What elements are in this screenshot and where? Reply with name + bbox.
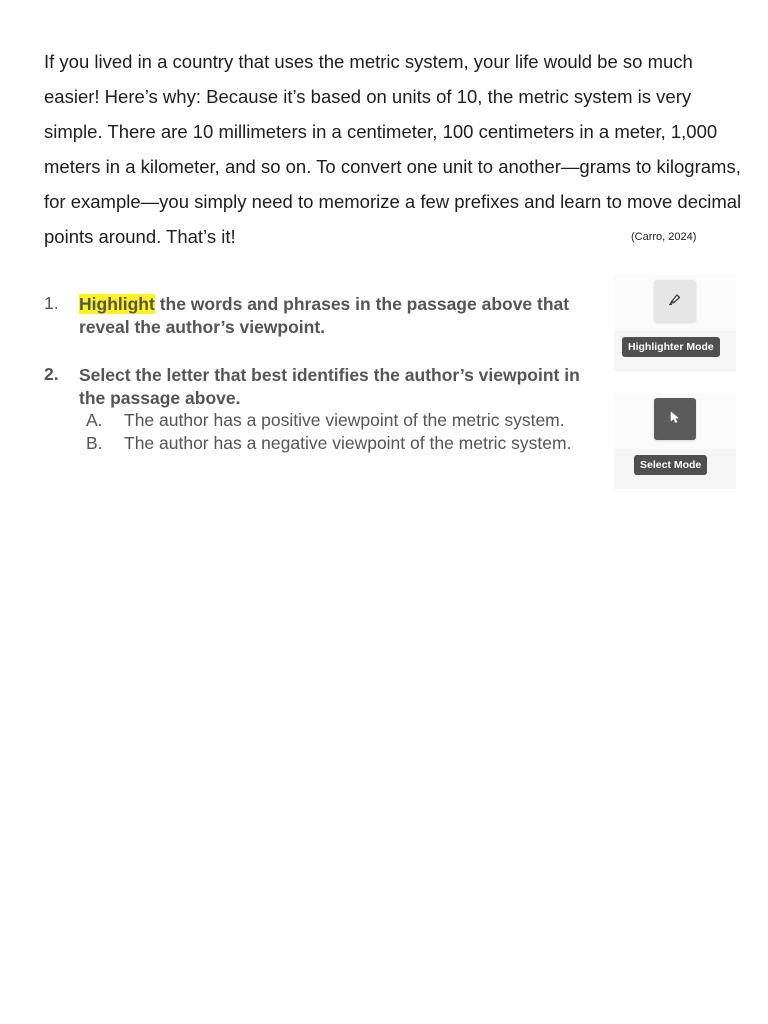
highlighter-mode-button[interactable] <box>654 280 696 322</box>
reading-passage: If you lived in a country that uses the metric system, your life would be so much easier! Here’s why: Because it’s based on units of 10, the metric system is very simple. There are 10 millimeters in a centimeter, 100 centimeters in a meter, 1,000 meters in a kilometer, and so on. To convert one unit to another—grams to kilograms, for example—you simply need to memorize a few prefixes and learn to move decimal points around. That’s it! <box>44 51 742 247</box>
highlighter-icon <box>667 291 683 312</box>
option-letter: B. <box>86 433 103 453</box>
question-text <box>79 293 599 339</box>
question-number: 2. <box>44 364 59 384</box>
highlighter-tool-panel <box>614 275 736 371</box>
select-mode-label: Select Mode <box>634 455 707 475</box>
question-number: 1. <box>44 293 59 313</box>
option-text: The author has a negative viewpoint of the metric system. <box>124 433 572 453</box>
highlight-keyword: Highlight <box>79 294 155 314</box>
highlighter-mode-label: Highlighter Mode <box>622 337 720 357</box>
question-text-rest: the words and phrases in the passage above that reveal the author’s viewpoint. <box>79 294 570 337</box>
select-mode-button[interactable] <box>654 398 696 440</box>
citation: (Carro, 2024) <box>631 231 697 243</box>
option-letter: A. <box>86 410 103 430</box>
option-text: The author has a positive viewpoint of the metric system. <box>124 410 565 430</box>
select-tool-panel <box>614 393 736 489</box>
question-text: Select the letter that best identifies the author’s viewpoint in the passage above. <box>79 365 580 408</box>
cursor-icon <box>667 409 683 430</box>
